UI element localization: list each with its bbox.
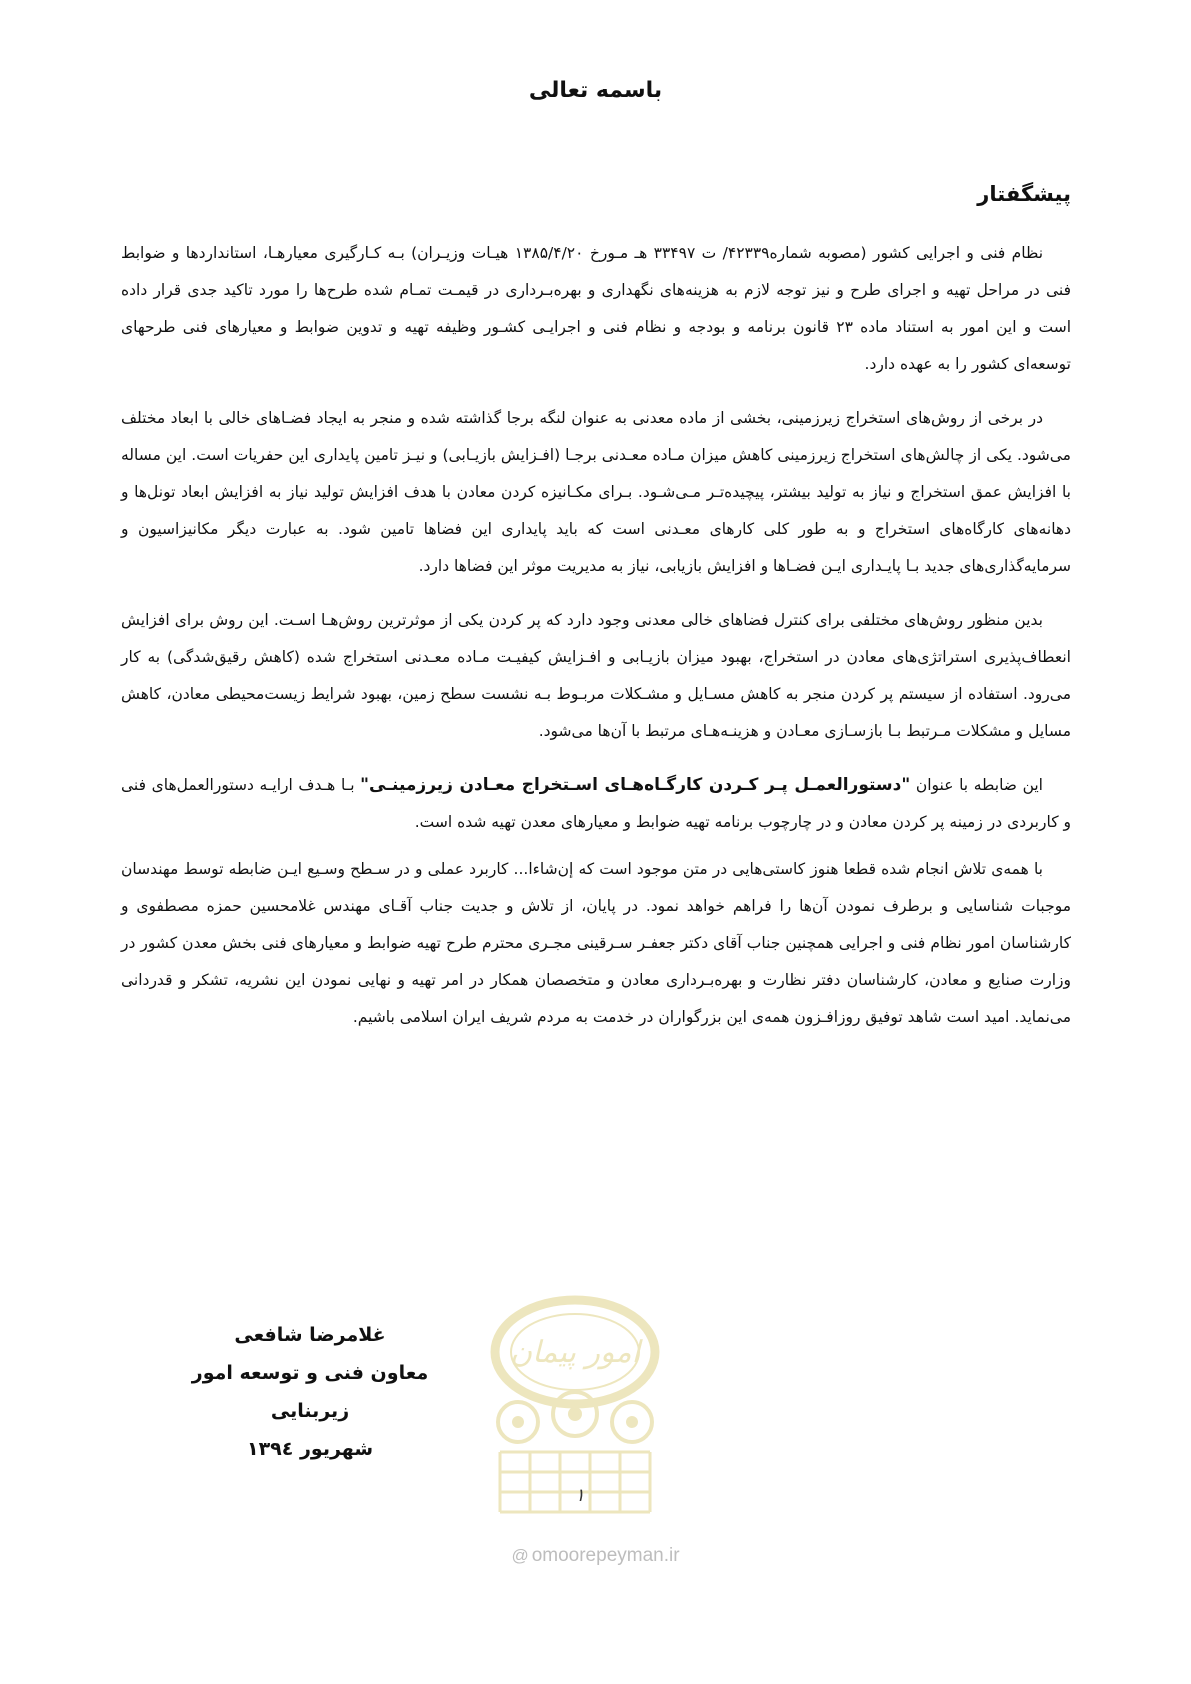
paragraph-4-lead: این ضابطه با عنوان xyxy=(910,776,1043,794)
section-heading: پیشگفتار xyxy=(977,182,1071,206)
at-icon: @ xyxy=(511,1546,529,1565)
signatory-position: معاون فنی و توسعه امور زیربنایی xyxy=(191,1362,429,1422)
watermark-site: omoorepeyman.ir xyxy=(531,1545,680,1566)
seal-logo xyxy=(480,1292,670,1517)
site-watermark xyxy=(0,1545,1191,1567)
paragraph-2: در برخی از روش‌های استخراج زیرزمینی، بخشی از ماده معدنی به عنوان لنگه برجا گذاشته شده و منجر به ایجاد فضـاهای خالی با ابعاد مختلف می‌شود. یکی از چالش‌های استخراج زیرزمینی کاهش میزان مـاده معـدنی برجـا (افـزایش بازیـابی) و نیـز تامین پایداری این حفریات است. این مساله با افزایش عمق استخراج و نیاز به تولید بیشتر، پیچیده‌تـر مـی‌شـود. بـرای مکـانیزه کردن معادن با هدف افزایش تولید نیاز به افزایش ابعاد تونل‌ها و دهانه‌های کارگاه‌های استخراج و به طور کلی کارهای معـدنی است که باید پایداری این فضاها تامین شود. به عبارت دیگر مکانیزاسیون و سرمایه‌گذاری‌های جدید بـا پایـداری ایـن فضـاها و افزایش بازیابی، نیاز به مدیریت موثر این فضاها دارد. xyxy=(121,409,1071,575)
bismillah-header: باسمه تعالی xyxy=(528,78,663,103)
paragraph-1: نظام فنی و اجرایی کشور (مصوبه شماره۴۲۳۳۹/ ت ۳۳۴۹۷ هـ مـورخ ۱۳۸۵/۴/۲۰ هیـات وزیـران) بـه کـارگیری معیارهـا، استانداردها و ضوابط فنی در مراحل تهیه و اجرای طرح و نیز توجه لازم به هزینه‌های نگهداری و بهره‌بـرداری در قیمـت تمـام شده طرح‌ها را مورد تاکید جدی قرار داده است و این امور به استناد ماده ۲۳ قانون برنامه و بودجه و نظام فنی و اجرایـی کشـور وظیفه تهیه و تدوین ضوابط و معیارهای فنی طرحهای توسعه‌ای کشور را به عهده دارد. xyxy=(121,244,1071,373)
page-number: ۱ xyxy=(575,1485,585,1506)
body-text xyxy=(121,235,1071,1053)
paragraph-3: بدین منظور روش‌های مختلفی برای کنترل فضاهای خالی معدنی وجود دارد که پر کردن یکی از موثرترین روش‌هـا اسـت. این روش برای افزایش انعطاف‌پذیری استراتژی‌های معادن در استخراج، بهبود میزان بازیـابی و افـزایش کیفیـت مـاده معـدنی استخراج شده (کاهش رقیق‌شدگی) به کار می‌رود. استفاده از سیستم پر کردن منجر به کاهش مسـایل و مشـکلات مربـوط بـه نشست سطح زمین، بهبود شرایط زیست‌محیطی معادن، کاهش مسایل و مشکلات مـرتبط بـا بازسـازی معـادن و هزینـه‌هـای مرتبط با آن‌ها می‌شود. xyxy=(121,611,1071,740)
signature-date: شهریور ۱۳۹٤ xyxy=(246,1438,374,1460)
signatory-name: غلامرضا شافعی xyxy=(234,1324,386,1346)
standard-title: "دستورالعمـل پـر کـردن کارگـاه‌هـای اسـتخراج معـادن زیرزمینـی" xyxy=(360,775,911,795)
paragraph-5: با همه‌ی تلاش انجام شده قطعا هنوز کاستی‌هایی در متن موجود است که إن‌شاءا... کاربرد عملی و در سـطح وسـیع ایـن ضابطه توسط مهندسان موجبات شناسایی و برطرف نمودن آن‌ها را فراهم خواهد نمود. در پایان، از تلاش و جدیت جناب آقـای مهندس غلامحسین حمزه مصطفوی و کارشناسان امور نظام فنی و اجرایی همچنین جناب آقای دکتر جعفـر سـرقینی مجـری محترم طرح تهیه ضوابط و معیارهای فنی بخش معدن کشور در وزارت صنایع و معادن، کارشناسان دفتر نظارت و بهره‌بـرداری معادن و متخصصان همکار در امر تهیه و نهایی نمودن این نشریه، تشکر و قدردانی می‌نماید. امید است شاهد توفیق روزافـزون همه‌ی این بزرگواران در خدمت به مردم شریف ایران اسلامی باشیم. xyxy=(121,860,1071,1026)
seal-text: امور پیمان xyxy=(510,1335,640,1370)
paragraph-4-rest: بـا هـدف ارایـه دستورالعمل‌های فنی و کاربردی در زمینه پر کردن معادن و در چارچوب برنامه تهیه ضوابط و معیارهای معدن تهیه شده است. xyxy=(121,776,1071,831)
signature-block xyxy=(150,1316,470,1468)
paragraph-4 xyxy=(121,767,1071,841)
